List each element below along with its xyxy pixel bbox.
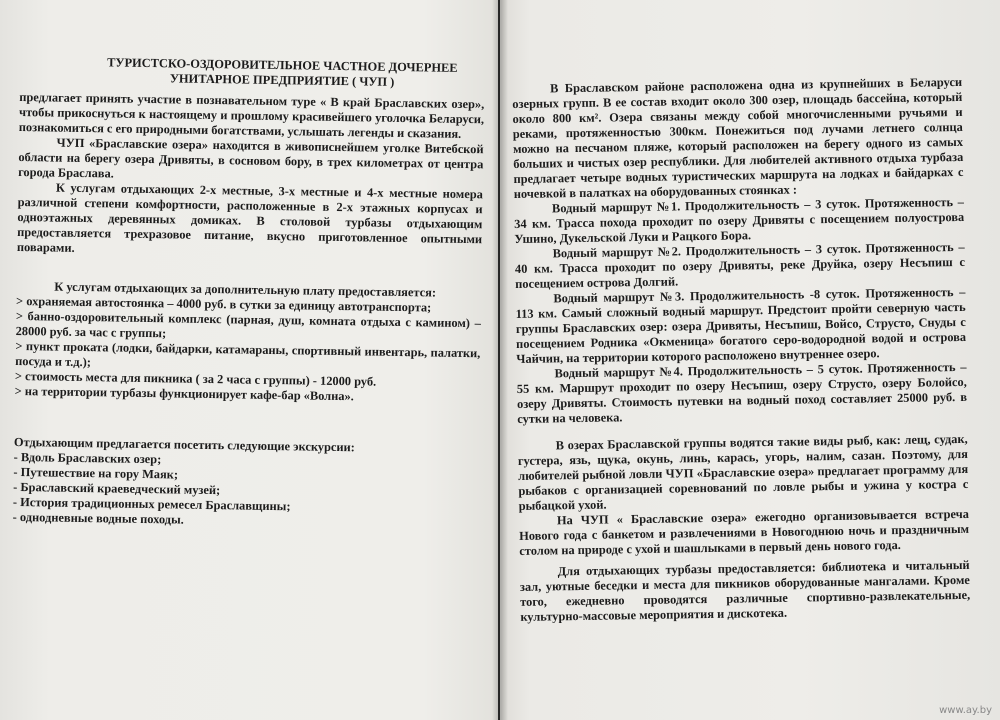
service-item: > стоимость места для пикника ( за 2 часа с группы) - 12000 руб. <box>14 368 377 389</box>
title-line-1: ТУРИСТСКО-ОЗДОРОВИТЕЛЬНОЕ ЧАСТНОЕ ДОЧЕРНЕЕ <box>107 55 458 75</box>
new-year-paragraph: На ЧУП « Браславские озера» ежегодно организовывается встреча Нового года с банкетом и развлечениями в Новогоднюю ночь и праздничным столом на природе с ухой и шашлыками в первый день нового года. <box>519 506 970 558</box>
route-4-paragraph: Водный маршрут №4. Продолжительность – 5 суток. Протяженность – 55 км. Маршрут проходит по озеру Несъпиш, озеру Струсто, озеру Болойсо, озеру Дривяты. Стоимость путевки на водный поход составляет 25000 руб. в сутки на человека. <box>516 359 968 426</box>
route-2-paragraph: Водный маршрут №2. Продолжительность – 3 суток. Протяженность – 40 км. Трасса проходит по озеру Дривяты, реке Друйка, озеру Несъпиш с посещением острова Долгий. <box>514 239 965 291</box>
excursions-list <box>13 450 479 532</box>
services-intro: К услугам отдыхающих за дополнительную плату предоставляется: <box>54 279 437 300</box>
excursion-item: - Браславский краеведческий музей; <box>13 479 221 498</box>
fish-paragraph: В озерах Браславской группы водятся такие виды рыб, как: лещ, судак, густера, язь, щука, окунь, линь, карась, угорь, налим, сазан. Поэтому, для любителей рыбной ловли ЧУП «Браславские озера» предлагает программу для рыбаков с организацией соревнований по ловле рыбы и ужина у костра с рыбацкой ухой. <box>517 431 969 513</box>
excursions-intro: Отдыхающим предлагается посетить следующие экскурсии: <box>13 434 355 455</box>
right-page <box>500 0 1000 720</box>
document-title <box>80 55 485 91</box>
location-paragraph: ЧУП «Браславские озера» находится в живописнейшем уголке Витебской области на берегу озера Дривяты, в сосновом бору, в трех километрах от центра города Браслава. <box>18 135 484 181</box>
book-gutter <box>492 0 508 720</box>
excursion-item: - История традиционных ремесел Браславщины; <box>12 494 291 514</box>
route-3-paragraph: Водный маршрут №3. Продолжительность -8 суток. Протяженность – 113 км. Самый сложный водный маршрут. Предстоит пройти северную часть группы Браславских озер: озера Дривяты, Несъпиш, Войсо, Струсто, Снуды с посещением Родника «Окменица» богатого серо-водородной водой и острова Чайчин, на территории которого расположено внутреннее озеро. <box>515 284 967 366</box>
service-item: > пункт проката (лодки, байдарки, катамараны, спортивный инвентарь, палатки, посуда и т.д.); <box>15 338 481 370</box>
left-page-content <box>13 54 485 532</box>
lakes-paragraph: В Браславском районе расположена одна из крупнейших в Беларуси озерных групп. В ее состав входит около 300 озер, площадь бассейна, который около 800 км². Озера связаны между собой многочисленными ручьями и реками, протяженностью 300км. Понежиться под лучами летнего солнца можно на песчаном пляже, который расположен на берегу одного из самых больших и чистых озер республики. Для любителей активного отдыха турбаза предлагает четыре водных туристических маршрута на лодках и байдарках с ночевкой в палатках на оборудованных стоянках : <box>512 74 964 201</box>
excursion-item: - однодневные водные походы. <box>12 509 184 527</box>
excursion-item: - Путешествие на гору Маяк; <box>13 464 179 482</box>
right-page-content <box>512 75 970 625</box>
services-list <box>15 294 482 406</box>
service-item: > банно-оздоровительный комплекс (парная, душ, комната отдыха с камином) – 28000 руб. за час с группы; <box>15 308 481 341</box>
watermark: www.ay.by <box>939 705 992 716</box>
intro-paragraph: предлагает принять участие в познавательном туре « В край Браславских озер», чтобы прикоснуться к настоящему и прошлому красивейшего уголочка Беларуси, познакомиться с его природными богатствами, услышать легенды и сказания. <box>18 89 485 141</box>
rooms-paragraph: К услугам отдыхающих 2-х местные, 3-х местные и 4-х местные номера различной степени комфортности, расположенные в 2-х этажных корпусах и одноэтажных деревянных домиках. В столовой турбазы отдыхающим предоставляется трехразовое питание, вкусно приготовленное опытными поварами. <box>16 180 483 255</box>
left-page <box>0 0 498 720</box>
excursion-item: - Вдоль Браславских озер; <box>13 449 162 467</box>
route-1-paragraph: Водный маршрут №1. Продолжительность – 3 суток. Протяженность – 34 км. Трасса похода проходит по озеру Дривяты с посещением полуострова Ушино, Дукельской Луки и Рацкого Бора. <box>514 194 965 246</box>
amenities-paragraph: Для отдыхающих турбазы предоставляется: библиотека и читальный зал, уютные беседки и места для пикников оборудованные мангалами. Кроме того, ежедневно проводятся различные спортивно-развлекательные, культурно-массовые мероприятия и дискотека. <box>519 557 971 624</box>
service-item: > на территории турбазы функционирует кафе-бар «Волна». <box>14 383 354 404</box>
service-item: > охраняемая автостоянка – 4000 руб. в сутки за единицу автотранспорта; <box>16 293 432 315</box>
title-line-2: УНИТАРНОЕ ПРЕДПРИЯТИЕ ( ЧУП ) <box>169 71 395 89</box>
